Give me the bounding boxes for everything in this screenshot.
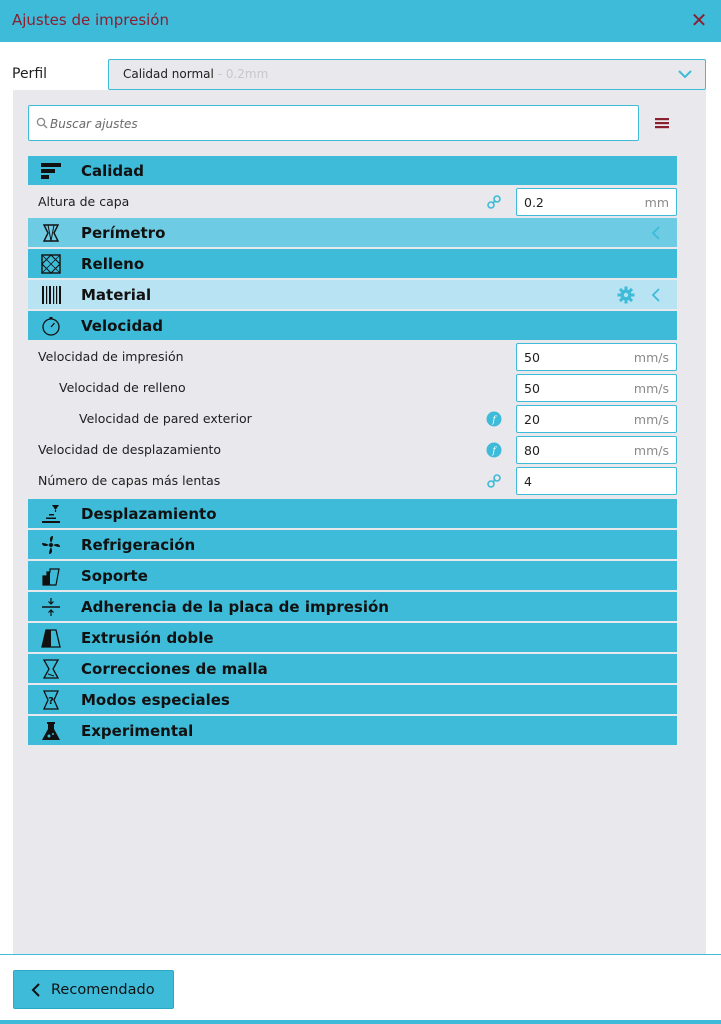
- setting-travel-speed: [28, 435, 677, 466]
- special-modes-icon: [40, 689, 62, 711]
- category-mesh-fixes[interactable]: [28, 654, 677, 683]
- function-icon[interactable]: [486, 442, 502, 458]
- setting-label: Velocidad de pared exterior: [79, 411, 252, 426]
- print-speed-input[interactable]: [516, 343, 677, 371]
- infill-speed-input[interactable]: [516, 374, 677, 402]
- setting-label: Velocidad de relleno: [59, 380, 186, 395]
- dual-extrusion-icon: [40, 627, 62, 649]
- footer-divider: [0, 954, 721, 955]
- experimental-icon: [40, 720, 62, 742]
- quality-icon: [40, 160, 62, 182]
- material-icon: [40, 284, 62, 306]
- support-icon: [40, 565, 62, 587]
- category-support[interactable]: [28, 561, 677, 590]
- category-label: Modos especiales: [81, 691, 230, 709]
- bottom-border: [0, 1020, 721, 1024]
- setting-slower-layers: [28, 466, 677, 497]
- field-unit: mm/s: [633, 350, 669, 365]
- svg-text:f: f: [492, 415, 496, 426]
- category-speed[interactable]: [28, 311, 677, 340]
- profile-dropdown[interactable]: [108, 59, 706, 90]
- category-experimental[interactable]: [28, 716, 677, 745]
- title-bar: [0, 0, 721, 42]
- chevron-left-icon: [31, 983, 41, 997]
- chevron-left-icon: [651, 288, 661, 302]
- mesh-fixes-icon: [40, 658, 62, 680]
- speed-icon: [40, 315, 62, 337]
- category-label: Experimental: [81, 722, 194, 740]
- recommended-button[interactable]: [13, 970, 174, 1009]
- svg-text:f: f: [492, 446, 496, 457]
- category-dual-extrusion[interactable]: [28, 623, 677, 652]
- adhesion-icon: [40, 596, 62, 618]
- category-cooling[interactable]: [28, 530, 677, 559]
- category-label: Correcciones de malla: [81, 660, 268, 678]
- function-icon[interactable]: [486, 411, 502, 427]
- setting-label: Altura de capa: [38, 194, 130, 209]
- setting-outer-wall-speed: [28, 404, 677, 435]
- setting-layer-height: [28, 187, 677, 218]
- field-unit: mm/s: [633, 381, 669, 396]
- field-value: 50: [524, 381, 540, 396]
- category-label: Material: [81, 286, 152, 304]
- perimeter-icon: [40, 222, 62, 244]
- category-infill[interactable]: [28, 249, 677, 278]
- category-label: Calidad: [81, 162, 145, 180]
- link-icon[interactable]: [486, 473, 502, 489]
- slower-layers-input[interactable]: [516, 467, 677, 495]
- category-label: Perímetro: [81, 224, 166, 242]
- category-material[interactable]: [28, 280, 677, 309]
- gear-icon[interactable]: [617, 286, 635, 304]
- category-travel[interactable]: [28, 499, 677, 528]
- setting-label: Velocidad de impresión: [38, 349, 184, 364]
- travel-speed-input[interactable]: [516, 436, 677, 464]
- profile-value-sub: - 0.2mm: [213, 67, 269, 81]
- category-special-modes[interactable]: [28, 685, 677, 714]
- outer-wall-speed-input[interactable]: [516, 405, 677, 433]
- layer-height-input[interactable]: [516, 188, 677, 216]
- profile-value: Calidad normal - 0.2mm: [123, 67, 269, 81]
- field-unit: mm/s: [633, 412, 669, 427]
- setting-label: Velocidad de desplazamiento: [38, 442, 222, 457]
- category-label: Extrusión doble: [81, 629, 214, 647]
- search-icon: [36, 117, 48, 129]
- settings-menu-icon[interactable]: [651, 112, 673, 134]
- category-label: Soporte: [81, 567, 148, 585]
- window-title: Ajustes de impresión: [12, 11, 169, 29]
- search-input[interactable]: [50, 114, 610, 134]
- chevron-left-icon: [651, 226, 661, 240]
- recommended-label: Recomendado: [51, 981, 155, 998]
- setting-label: Número de capas más lentas: [38, 473, 221, 488]
- category-label: Desplazamiento: [81, 505, 217, 523]
- setting-infill-speed: [28, 373, 677, 404]
- setting-print-speed: [28, 342, 677, 373]
- travel-icon: [40, 503, 62, 525]
- category-label: Relleno: [81, 255, 145, 273]
- chevron-down-icon: [677, 66, 693, 82]
- field-unit: mm: [644, 195, 669, 210]
- category-label: Velocidad: [81, 317, 164, 335]
- field-value: 50: [524, 350, 540, 365]
- field-value: 0.2: [524, 195, 544, 210]
- field-value: 4: [524, 474, 532, 489]
- close-icon[interactable]: ✕: [690, 8, 708, 32]
- infill-icon: [40, 253, 62, 275]
- category-label: Refrigeración: [81, 536, 196, 554]
- field-unit: mm/s: [633, 443, 669, 458]
- field-value: 80: [524, 443, 540, 458]
- cooling-icon: [40, 534, 62, 556]
- profile-label: Perfil: [12, 66, 48, 82]
- category-perimeter[interactable]: [28, 218, 677, 247]
- field-value: 20: [524, 412, 540, 427]
- category-adhesion[interactable]: [28, 592, 677, 621]
- settings-list: [28, 156, 677, 747]
- svg-text:?: ?: [48, 696, 54, 707]
- category-quality[interactable]: [28, 156, 677, 185]
- category-label: Adherencia de la placa de impresión: [81, 598, 389, 616]
- link-icon[interactable]: [486, 194, 502, 210]
- search-box[interactable]: [28, 105, 639, 141]
